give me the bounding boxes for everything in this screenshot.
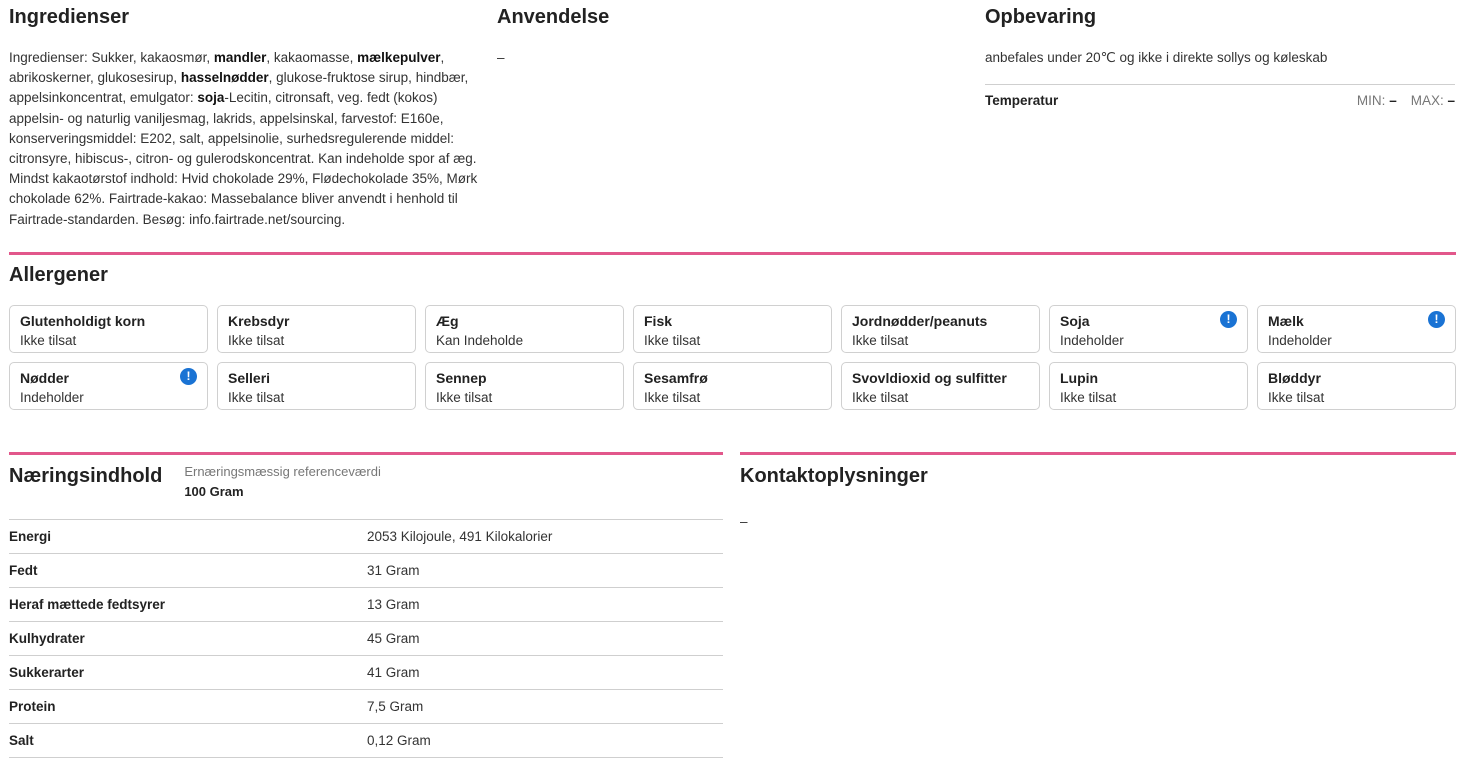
nutrient-name: Salt <box>9 733 34 748</box>
nutrition-section <box>9 462 723 758</box>
usage-text: – <box>497 50 505 65</box>
allergen-name: Krebsdyr <box>228 313 290 329</box>
allergen-card <box>1049 305 1248 353</box>
info-circle-icon[interactable]: ! <box>180 368 197 385</box>
nutrient-value: 41 Gram <box>367 665 420 680</box>
ingredient-text-part: -Lecitin, citronsaft, veg. fedt (kokos) appelsin- og naturlig vaniljesmag, lakrids, appelsinskal, farvestof: E160e, konserveringsmiddel: E202, salt, appelsinolie, surhedsregulerende middel: citronsyre, hibiscus-, citron- og gulerodskoncentrat. Kan indeholde spor af æg. Mindst kakaotørstof indhold: Hvid chokolade 29%, Flødechokolade 35%, Mørk chokolade 62%. Fairtrade-kakao: Massebalance bliver anvendt i henhold til Fairtrade-standarden. Besøg: info.fairtrade.net/sourcing. <box>9 90 478 227</box>
nutrient-name: Energi <box>9 529 52 544</box>
temperature-min-value: – <box>1389 93 1397 109</box>
allergen-divider <box>9 252 1456 255</box>
nutrition-table <box>9 519 723 758</box>
temperature-max-value: – <box>1447 93 1455 109</box>
nutrient-name: Heraf mættede fedtsyrer <box>9 597 166 612</box>
storage-text: anbefales under 20℃ og ikke i direkte sollys og køleskab <box>985 50 1328 65</box>
allergen-name: Nødder <box>20 370 69 386</box>
allergen-status: Ikke tilsat <box>644 333 701 348</box>
temperature-row <box>985 84 1455 108</box>
contact-section <box>740 462 1456 529</box>
allergen-card <box>841 305 1040 353</box>
allergen-card <box>217 362 416 410</box>
info-circle-icon[interactable]: ! <box>1220 311 1237 328</box>
allergen-status: Indeholder <box>1060 333 1124 348</box>
allergen-status: Indeholder <box>20 390 84 405</box>
allergen-name: Svovldioxid og sulfitter <box>852 370 1007 386</box>
allergen-name: Mælk <box>1268 313 1304 329</box>
allergen-card <box>9 362 208 410</box>
allergen-card <box>841 362 1040 410</box>
contact-title: Kontaktoplysninger <box>740 465 928 487</box>
allergen-name: Soja <box>1060 313 1090 329</box>
ingredient-allergen-highlight: mælkepulver <box>357 50 441 65</box>
nutrition-row <box>9 588 723 622</box>
allergen-card <box>425 362 624 410</box>
allergen-card <box>1257 362 1456 410</box>
nutrient-value: 0,12 Gram <box>367 733 431 748</box>
nutrition-divider <box>9 452 723 455</box>
ingredients-section <box>9 6 481 230</box>
reference-label: Ernæringsmæssig referenceværdi <box>184 464 381 479</box>
nutrient-value: 45 Gram <box>367 631 420 646</box>
allergen-name: Selleri <box>228 370 271 386</box>
allergen-status: Ikke tilsat <box>644 390 701 405</box>
allergen-grid <box>9 305 1456 410</box>
nutrient-name: Protein <box>9 699 56 714</box>
reference-value <box>184 462 381 502</box>
allergen-name: Bløddyr <box>1268 370 1321 386</box>
allergen-name: Sennep <box>436 370 487 386</box>
allergen-status: Ikke tilsat <box>228 333 285 348</box>
allergen-status: Ikke tilsat <box>20 333 77 348</box>
info-circle-icon[interactable]: ! <box>1428 311 1445 328</box>
nutrition-row <box>9 622 723 656</box>
allergen-name: Sesamfrø <box>644 370 708 386</box>
temperature-values <box>1357 93 1455 108</box>
ingredient-allergen-highlight: mandler <box>213 50 267 65</box>
nutrition-row <box>9 656 723 690</box>
contact-text: – <box>740 514 748 529</box>
temperature-min-label: MIN: <box>1356 93 1386 109</box>
usage-section <box>497 6 967 68</box>
allergen-status: Ikke tilsat <box>436 390 493 405</box>
allergen-name: Lupin <box>1060 370 1099 386</box>
nutrition-row <box>9 690 723 724</box>
temperature-max-label: MAX: <box>1410 93 1444 109</box>
nutrient-value: 2053 Kilojoule, 491 Kilokalorier <box>367 529 553 544</box>
contact-divider <box>740 452 1456 455</box>
allergen-card <box>633 305 832 353</box>
ingredients-title: Ingredienser <box>9 6 130 28</box>
allergen-status: Ikke tilsat <box>852 390 909 405</box>
allergens-title: Allergener <box>9 264 108 286</box>
allergen-card <box>633 362 832 410</box>
allergen-name: Glutenholdigt korn <box>20 313 146 329</box>
allergen-card <box>1049 362 1248 410</box>
ingredient-text-part: , kakaomasse, <box>266 50 358 65</box>
allergens-section <box>9 264 1456 410</box>
nutrient-value: 13 Gram <box>367 597 420 612</box>
allergen-name: Æg <box>436 313 459 329</box>
allergen-card <box>425 305 624 353</box>
allergen-status: Ikke tilsat <box>1060 390 1117 405</box>
nutrition-row <box>9 724 723 758</box>
storage-section <box>985 6 1455 108</box>
nutrient-name: Kulhydrater <box>9 631 85 646</box>
ingredient-text-part: , abrikoskerner, glukosesirup, <box>9 50 445 86</box>
nutrient-value: 7,5 Gram <box>367 699 424 714</box>
reference-amount: 100 Gram <box>184 484 244 499</box>
nutrition-header <box>9 462 723 519</box>
allergen-status: Kan Indeholde <box>436 333 524 348</box>
allergen-card <box>217 305 416 353</box>
allergen-status: Ikke tilsat <box>852 333 909 348</box>
allergen-card <box>9 305 208 353</box>
nutrition-row <box>9 520 723 554</box>
temperature-label: Temperatur <box>985 93 1059 109</box>
ingredient-allergen-highlight: soja <box>197 90 225 106</box>
nutrient-name: Sukkerarter <box>9 665 85 680</box>
ingredient-text-part: , glukose-fruktose sirup, hindbær, appelsinkoncentrat, emulgator: <box>9 70 469 106</box>
nutrient-value: 31 Gram <box>367 563 420 578</box>
nutrition-row <box>9 554 723 588</box>
allergen-name: Fisk <box>644 313 673 329</box>
allergen-status: Ikke tilsat <box>1268 390 1325 405</box>
allergen-status: Ikke tilsat <box>228 390 285 405</box>
nutrition-title: Næringsindhold <box>9 465 163 487</box>
usage-title: Anvendelse <box>497 6 610 28</box>
ingredients-text <box>9 48 481 230</box>
nutrient-name: Fedt <box>9 563 38 578</box>
allergen-status: Indeholder <box>1268 333 1332 348</box>
allergen-name: Jordnødder/peanuts <box>852 313 988 329</box>
ingredient-allergen-highlight: hasselnødder <box>180 70 269 86</box>
storage-title: Opbevaring <box>985 6 1097 28</box>
ingredient-text-part: Ingredienser: Sukker, kakaosmør, <box>9 50 214 65</box>
allergen-card <box>1257 305 1456 353</box>
